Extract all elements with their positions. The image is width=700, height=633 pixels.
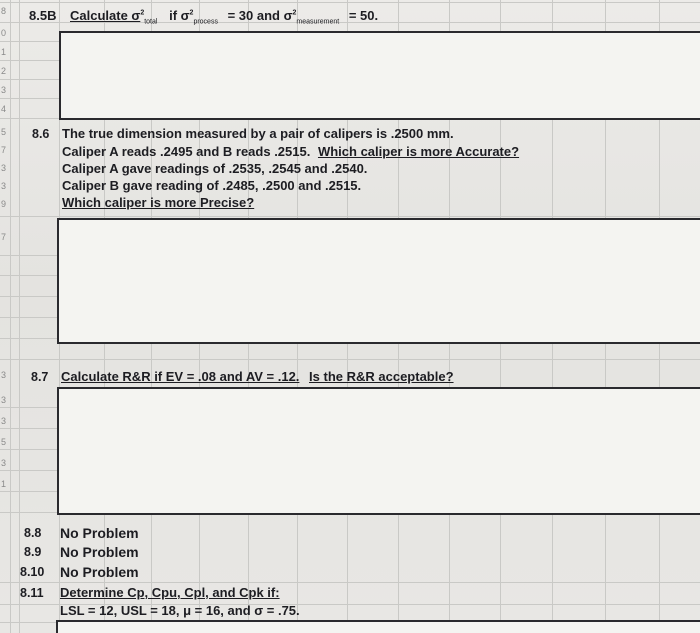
sigma-exponent: 2	[140, 9, 145, 17]
calculate-label: Calculate σ	[70, 8, 141, 23]
question-line	[62, 144, 519, 159]
row-number: 3	[1, 395, 7, 405]
measurement-subscript: measurement	[296, 18, 340, 26]
process-subscript: process	[193, 18, 218, 26]
row-number: 1	[1, 47, 7, 57]
answer-box-8-5b[interactable]	[59, 31, 700, 120]
row-number: 3	[1, 458, 7, 468]
row-number: 3	[1, 416, 7, 426]
question-number: 8.9	[24, 545, 42, 559]
rr-calculation: Calculate R&R if EV = .08 and AV = .12.	[61, 369, 300, 384]
row-number: 7	[1, 232, 7, 242]
row-number: 9	[1, 199, 7, 209]
question-text: No Problem	[60, 564, 139, 580]
grid-line	[19, 0, 20, 633]
question-text	[61, 369, 454, 384]
question-line: The true dimension measured by a pair of calipers is .2500 mm.	[62, 126, 454, 141]
grid-line	[0, 582, 700, 583]
rr-acceptable-question: Is the R&R acceptable?	[309, 369, 454, 384]
question-line: LSL = 12, USL = 18, μ = 16, and σ = .75.	[60, 603, 300, 618]
answer-box-8-6[interactable]	[57, 218, 700, 344]
row-number: 3	[1, 370, 7, 380]
answer-box-8-11[interactable]	[56, 620, 700, 633]
answer-box-8-7[interactable]	[57, 387, 700, 515]
accurate-question: Which caliper is more Accurate?	[317, 144, 520, 159]
question-number: 8.7	[31, 370, 49, 384]
question-number: 8.11	[20, 586, 44, 600]
grid-line	[0, 359, 700, 360]
sigma-exponent: 2	[189, 9, 194, 17]
measurement-value: = 50.	[348, 8, 379, 23]
row-number: 7	[1, 145, 7, 155]
question-line: Caliper A gave readings of .2535, .2545 and .2540.	[62, 161, 368, 176]
question-number: 8.10	[20, 565, 45, 579]
row-number: 3	[1, 163, 7, 173]
row-number: 0	[1, 28, 7, 38]
question-line: Determine Cp, Cpu, Cpl, and Cpk if:	[60, 585, 280, 600]
question-line-part: Caliper A reads .2495 and B reads .2515.	[62, 144, 311, 159]
row-number: 5	[1, 127, 7, 137]
row-number: 1	[1, 479, 7, 489]
row-number: 3	[1, 85, 7, 95]
row-number: 8	[1, 6, 7, 16]
question-number: 8.8	[24, 526, 42, 540]
question-text	[70, 8, 378, 26]
row-number: 3	[1, 181, 7, 191]
question-number: 8.6	[32, 127, 50, 141]
if-label: if σ	[169, 8, 190, 23]
process-value: = 30 and σ	[227, 8, 293, 23]
question-line: Caliper B gave reading of .2485, .2500 and .2515.	[62, 178, 362, 193]
question-text: No Problem	[60, 544, 139, 560]
total-subscript: total	[144, 18, 158, 26]
grid-line	[0, 216, 700, 217]
row-number: 2	[1, 66, 7, 76]
sigma-exponent: 2	[292, 9, 297, 17]
row-number: 5	[1, 437, 7, 447]
grid-line	[0, 2, 700, 3]
precise-question: Which caliper is more Precise?	[62, 195, 255, 210]
question-number: 8.5B	[29, 8, 57, 23]
question-text: No Problem	[60, 525, 139, 541]
row-number: 4	[1, 104, 7, 114]
